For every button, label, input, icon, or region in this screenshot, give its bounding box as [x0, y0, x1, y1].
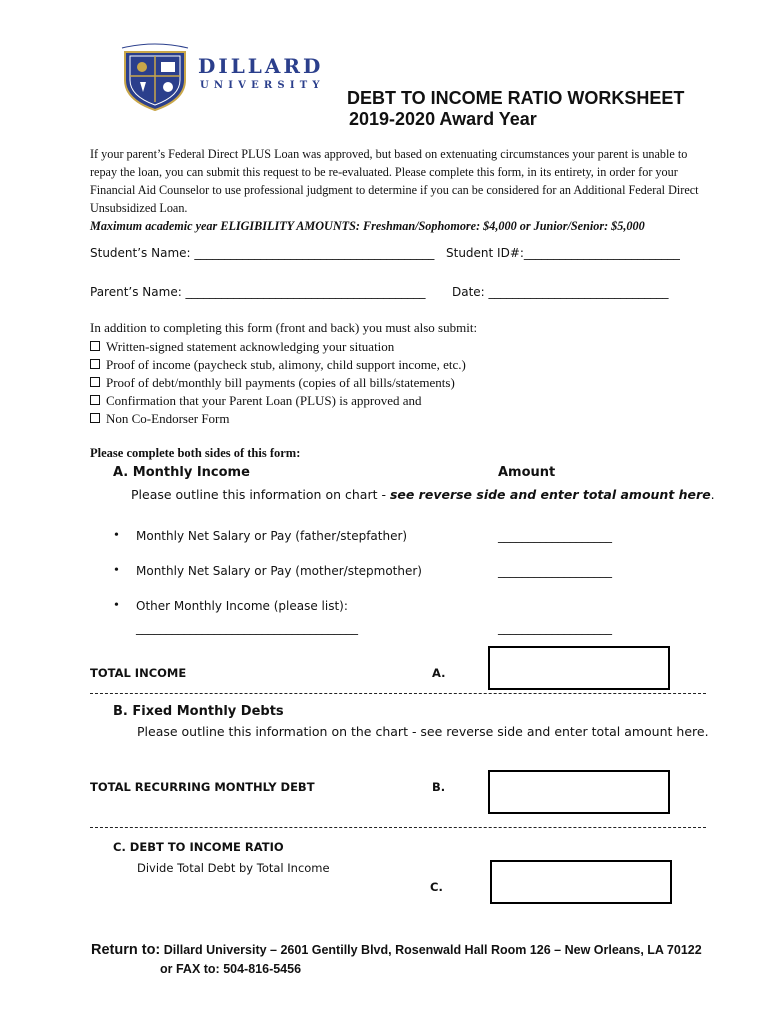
income-instruction: Please outline this information on chart - see reverse side and enter total amount here.	[131, 487, 715, 502]
total-debt-marker: B.	[432, 780, 446, 794]
requirements-heading: In addition to completing this form (front and back) you must also submit:	[90, 320, 478, 335]
requirement-item	[90, 411, 230, 427]
requirement-label: Non Co-Endorser Form	[106, 411, 230, 426]
income-amount-field[interactable]: ___________________	[498, 529, 612, 543]
fax-line: or FAX to: 504-816-5456	[160, 962, 302, 976]
intro-text	[90, 145, 700, 235]
monthly-income-heading: A. Monthly Income	[113, 465, 250, 480]
total-income-box[interactable]	[488, 646, 670, 690]
requirement-label: Written-signed statement acknowledging your situation	[106, 339, 395, 354]
bullet-icon: •	[114, 563, 119, 578]
income-amount-field[interactable]: ___________________	[498, 621, 612, 635]
income-amount-field[interactable]: ___________________	[498, 564, 612, 578]
checkbox-icon[interactable]	[90, 395, 100, 405]
parent-name-field[interactable]: Parent’s Name: ________________________________________	[90, 285, 426, 299]
total-debt-label: TOTAL RECURRING MONTHLY DEBT	[90, 780, 315, 794]
requirement-label: Proof of income (paycheck stub, alimony, child support income, etc.)	[106, 357, 466, 372]
debts-instruction: Please outline this information on the chart - see reverse side and enter total amount here.	[137, 724, 709, 739]
eligibility-amounts: Maximum academic year ELIGIBILITY AMOUNTS: Freshman/Sophomore: $4,000 or Junior/Senior: $5,000	[90, 219, 645, 233]
bullet-icon: •	[114, 528, 119, 543]
checkbox-icon[interactable]	[90, 413, 100, 423]
award-year: 2019-2020 Award Year	[349, 109, 537, 129]
income-item-label: Monthly Net Salary or Pay (father/stepfather)	[136, 529, 408, 543]
logo-name: DILLARD	[198, 54, 324, 78]
ratio-instruction: Divide Total Debt by Total Income	[137, 861, 330, 875]
total-income-label: TOTAL INCOME	[90, 666, 187, 680]
total-debt-box[interactable]	[488, 770, 670, 814]
income-item-label: Monthly Net Salary or Pay (mother/stepmother)	[136, 564, 422, 578]
requirement-item	[90, 393, 422, 409]
logo-subtitle: UNIVERSITY	[200, 80, 325, 91]
return-address	[91, 942, 702, 958]
student-id-field[interactable]: Student ID#:__________________________	[446, 246, 680, 260]
income-item-label: Other Monthly Income (please list):	[136, 599, 348, 613]
requirement-item	[90, 339, 394, 355]
complete-note: Please complete both sides of this form:	[90, 446, 301, 460]
other-income-field[interactable]: _____________________________________	[136, 621, 358, 635]
checkbox-icon[interactable]	[90, 341, 100, 351]
section-divider	[90, 693, 706, 694]
requirement-label: Confirmation that your Parent Loan (PLUS) is approved and	[106, 393, 422, 408]
fixed-debts-heading: B. Fixed Monthly Debts	[113, 704, 284, 719]
requirement-item	[90, 375, 455, 391]
ratio-marker: C.	[430, 880, 443, 894]
total-income-marker: A.	[432, 666, 446, 680]
bullet-icon: •	[114, 598, 119, 613]
requirement-label: Proof of debt/monthly bill payments (copies of all bills/statements)	[106, 375, 455, 390]
amount-header: Amount	[498, 465, 556, 480]
section-divider	[90, 827, 706, 828]
requirement-item	[90, 357, 466, 373]
return-address-text: Dillard University – 2601 Gentilly Blvd, Rosenwald Hall Room 126 – New Orleans, LA 70122	[163, 943, 702, 957]
return-label: Return to:	[91, 942, 161, 958]
ratio-box[interactable]	[490, 860, 672, 904]
intro-paragraph: If your parent’s Federal Direct PLUS Loan was approved, but based on extenuating circumstances your parent is unable to repay the loan, you can submit this request to be re-evaluated. Please complete this form, in its entirety, in order for your Financial Aid Counselor to use professional judgment to determine if you can be considered for an Additional Federal Direct Unsubsidized Loan.	[90, 147, 699, 215]
checkbox-icon[interactable]	[90, 359, 100, 369]
student-name-field[interactable]: Student’s Name: ________________________________________	[90, 246, 435, 260]
date-field[interactable]: Date: ______________________________	[452, 285, 669, 299]
ratio-heading: C. DEBT TO INCOME RATIO	[113, 840, 284, 854]
checkbox-icon[interactable]	[90, 377, 100, 387]
page-title: DEBT TO INCOME RATIO WORKSHEET	[347, 88, 685, 108]
university-logo	[120, 42, 325, 112]
